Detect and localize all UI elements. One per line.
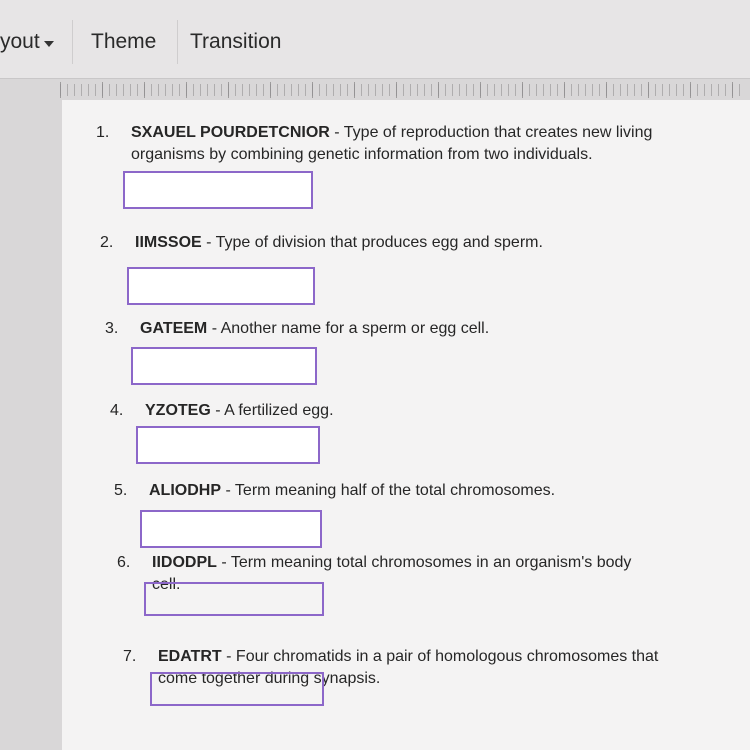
definition: - A fertilized egg.: [210, 402, 334, 419]
question-number: 2.: [100, 234, 114, 251]
ruler[interactable]: [60, 84, 742, 96]
scrambled-term: GATEEM: [140, 320, 208, 337]
question-number: 5.: [114, 482, 128, 499]
scrambled-term: YZOTEG: [145, 402, 211, 419]
question-text: [145, 400, 334, 422]
menu-theme-label: Theme: [91, 30, 157, 53]
scrambled-term: SXAUEL POURDETCNIOR: [131, 124, 330, 141]
question-number: 6.: [117, 554, 131, 571]
definition: - Term meaning total chromosomes in an organism's body cell.: [152, 554, 632, 593]
menu-transition-label: Transition: [190, 30, 282, 53]
answer-box-5[interactable]: [140, 510, 322, 548]
chevron-down-icon: [44, 41, 54, 47]
menu-divider: [72, 20, 73, 64]
question-text: [131, 122, 696, 166]
menu-divider: [177, 20, 178, 64]
document-page[interactable]: [62, 100, 750, 750]
question-number: 1.: [96, 124, 110, 141]
definition: - Type of reproduction that creates new living organisms by combining genetic information from two individuals.: [131, 124, 653, 163]
scrambled-term: ALIODHP: [149, 482, 221, 499]
definition: - Type of division that produces egg and sperm.: [201, 234, 543, 251]
question-text: [140, 318, 489, 340]
menu-bar: [0, 0, 750, 79]
scrambled-term: IIDODPL: [152, 554, 217, 571]
question-text: [149, 480, 555, 502]
menu-theme[interactable]: [91, 30, 156, 54]
question-text: [135, 232, 543, 254]
answer-box-6[interactable]: [144, 582, 324, 616]
question-number: 7.: [123, 648, 137, 665]
question-number: 3.: [105, 320, 119, 337]
menu-layout[interactable]: [0, 30, 54, 54]
answer-box-3[interactable]: [131, 347, 317, 385]
definition: - Term meaning half of the total chromosomes.: [221, 482, 556, 499]
scrambled-term: IIMSSOE: [135, 234, 202, 251]
menu-transition[interactable]: [190, 30, 281, 54]
answer-box-4[interactable]: [136, 426, 320, 464]
scrambled-term: EDATRT: [158, 648, 222, 665]
menu-layout-label: yout: [0, 30, 40, 53]
definition: - Four chromatids in a pair of homologous chromosomes that come together during synapsis.: [158, 648, 659, 687]
question-number: 4.: [110, 402, 124, 419]
answer-box-7[interactable]: [150, 672, 324, 706]
answer-box-1[interactable]: [123, 171, 313, 209]
answer-box-2[interactable]: [127, 267, 315, 305]
definition: - Another name for a sperm or egg cell.: [207, 320, 490, 337]
